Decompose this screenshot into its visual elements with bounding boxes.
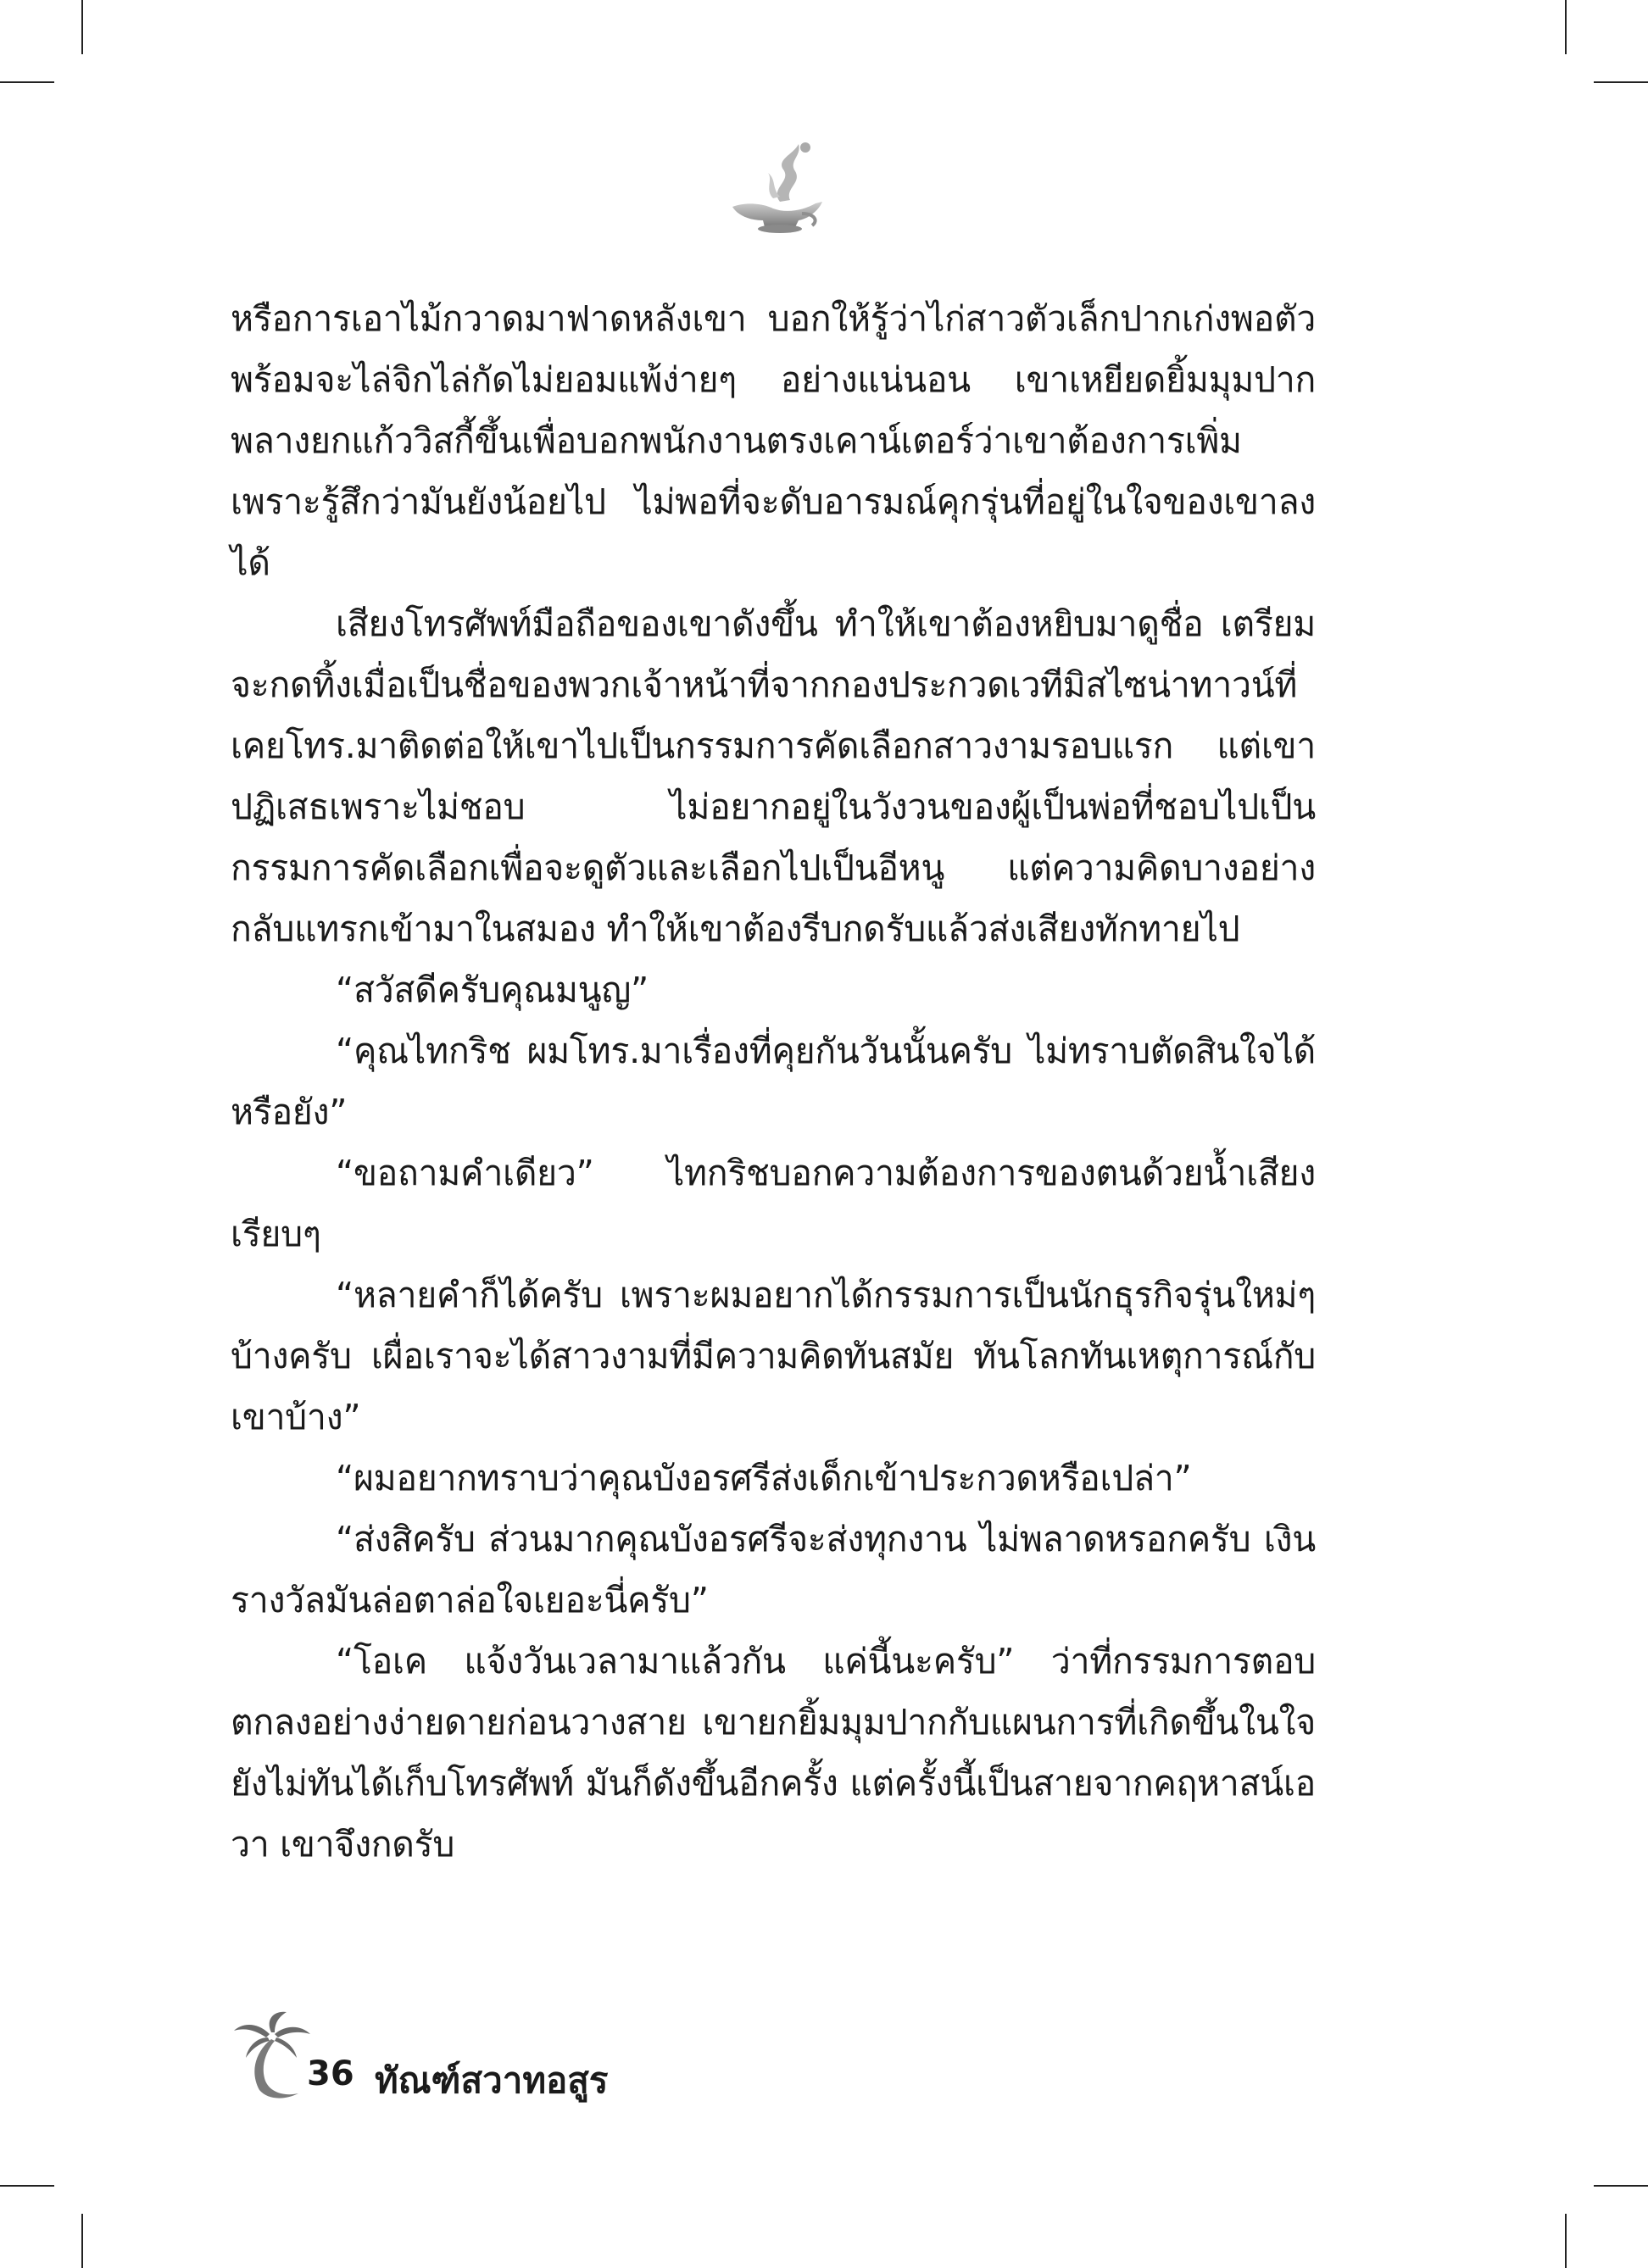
crop-mark-bottom-left-h [0,2185,54,2187]
book-title: ทัณฑ์สวาทอสูร [375,2060,609,2101]
crop-mark-top-right [1565,0,1567,54]
body-text [231,288,1316,1875]
dialogue-line: “ขอถามคำเดียว” ไทกริชบอกความต้องการของตนด้วยน้ำเสียงเรียบๆ [231,1153,1316,1254]
dialogue-line: “คุณไทกริช ผมโทร.มาเรื่องที่คุยกันวันนั้นครับ ไม่ทราบตัดสินใจได้หรือยัง” [231,1031,1316,1132]
page-footer [231,2009,739,2119]
dialogue-line: “ผมอยากทราบว่าคุณบังอรศรีส่งเด็กเข้าประกวดหรือเปล่า” [336,1458,1192,1498]
crop-mark-top-left-h [0,81,54,83]
page-number: 36 [307,2054,354,2093]
dialogue-line: “หลายคำก็ได้ครับ เพราะผมอยากได้กรรมการเป็นนักธุรกิจรุ่นใหม่ๆ บ้างครับ เผื่อเราจะได้สาวงามที่มีความคิดทันสมัย ทันโลกทันเหตุการณ์กับเขาบ้าง” [231,1275,1316,1437]
magic-lamp-icon [721,136,831,237]
crop-mark-top-right-h [1594,81,1648,83]
paragraph: เสียงโทรศัพท์มือถือของเขาดังขึ้น ทำให้เขาต้องหยิบมาดูชื่อ เตรียมจะกดทิ้งเมื่อเป็นชื่อของพวกเจ้าหน้าที่จากกองประกวดเวทีมิสไซน่าทาวน์ที่เคยโทร.มาติดต่อให้เขาไปเป็นกรรมการคัดเลือกสาวงามรอบแรก แต่เขาปฏิเสธเพราะไม่ชอบ ไม่อยากอยู่ในวังวนของผู้เป็นพ่อที่ชอบไปเป็นกรรมการคัดเลือกเพื่อจะดูตัวและเลือกไปเป็นอีหนู แต่ความคิดบางอย่างกลับแทรกเข้ามาในสมอง ทำให้เขาต้องรีบกดรับแล้วส่งเสียงทักทายไป [231,603,1316,949]
dialogue-line: “ส่งสิครับ ส่วนมากคุณบังอรศรีจะส่งทุกงาน ไม่พลาดหรอกครับ เงินรางวัลมันล่อตาล่อใจเยอะนี่ครับ” [231,1519,1316,1620]
palm-tree-icon [231,2009,315,2102]
paragraph: หรือการเอาไม้กวาดมาฟาดหลังเขา บอกให้รู้ว่าไก่สาวตัวเล็กปากเก่งพอตัว พร้อมจะไล่จิกไล่กัดไม่ยอมแพ้ง่ายๆ อย่างแน่นอน เขาเหยียดยิ้มมุมปาก พลางยกแก้ววิสกี้ขึ้นเพื่อบอกพนักงานตรงเคาน์เตอร์ว่าเขาต้องการเพิ่ม เพราะรู้สึกว่ามันยังน้อยไป ไม่พอที่จะดับอารมณ์คุกรุ่นที่อยู่ในใจของเขาลงได้ [231,298,1316,583]
crop-mark-bottom-left [81,2214,83,2268]
crop-mark-bottom-right [1565,2214,1567,2268]
dialogue-line: “สวัสดีครับคุณมนูญ” [336,970,649,1010]
crop-mark-top-left [81,0,83,54]
paragraph: “โอเค แจ้งวันเวลามาแล้วกัน แค่นี้นะครับ” ว่าที่กรรมการตอบตกลงอย่างง่ายดายก่อนวางสาย เขายกยิ้มมุมปากกับแผนการที่เกิดขึ้นในใจ ยังไม่ทันได้เก็บโทรศัพท์ มันก็ดังขึ้นอีกครั้ง แต่ครั้งนี้เป็นสายจากคฤหาสน์เอวา เขาจึงกดรับ [231,1641,1316,1865]
crop-mark-bottom-right-h [1594,2185,1648,2187]
